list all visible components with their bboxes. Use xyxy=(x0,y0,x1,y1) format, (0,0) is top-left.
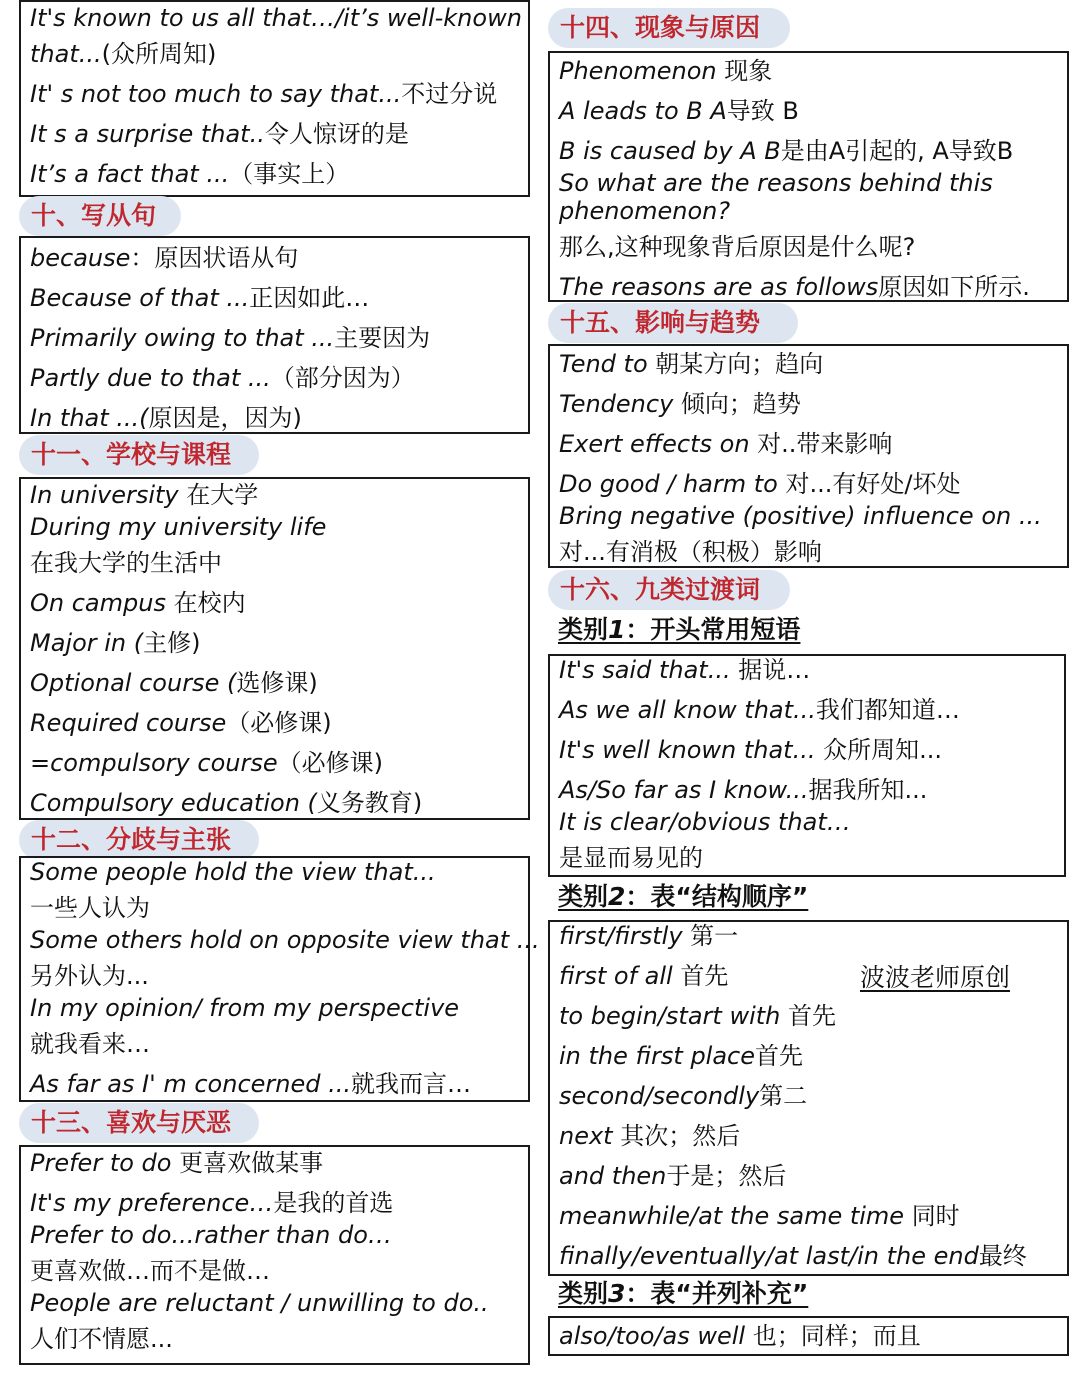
phrase-chinese: 主修) xyxy=(143,629,201,657)
phrase-chinese: 对..带来影响 xyxy=(757,430,893,458)
phrase-line xyxy=(559,470,960,498)
phrase-line xyxy=(30,709,332,737)
section-header-13: 十三、喜欢与厌恶 xyxy=(19,1103,259,1143)
phrase-english: finally/eventually/at last/in the end xyxy=(559,1242,979,1270)
phrase-line xyxy=(559,197,730,225)
phrase-english: in the first place xyxy=(559,1042,756,1070)
phrase-chinese: 第一 xyxy=(690,922,739,950)
phrase-english: It's my preference… xyxy=(30,1189,274,1217)
phrase-line xyxy=(30,364,415,392)
phrase-line xyxy=(30,589,246,617)
section-header-15: 十五、影响与趋势 xyxy=(548,303,798,343)
phrase-chinese: 其次；然后 xyxy=(620,1122,741,1150)
phrase-line xyxy=(30,858,436,886)
section-header-14: 十四、现象与原因 xyxy=(548,8,790,48)
author-watermark: 波波老师原创 xyxy=(860,963,1011,992)
phrase-line xyxy=(559,696,960,724)
phrase-chinese: 不过分说 xyxy=(401,80,498,108)
phrase-english: Exert effects on xyxy=(559,430,758,458)
phrase-line xyxy=(559,538,822,566)
phrase-english: Bring negative (positive) influence on ... xyxy=(559,502,1042,530)
phrase-english: On campus xyxy=(30,589,174,617)
phrase-chinese: （事实上） xyxy=(229,160,350,188)
phrase-line xyxy=(30,80,497,108)
phrase-english: It's said that... xyxy=(559,656,739,684)
phrase-english: During my university life xyxy=(30,513,327,541)
phrase-line xyxy=(30,324,430,352)
phrase-english: It’s a fact that ... xyxy=(30,160,230,188)
phrase-chinese: 众所周知... xyxy=(823,736,942,764)
phrase-line xyxy=(559,350,823,378)
phrase-line xyxy=(559,736,942,764)
phrase-box-views xyxy=(19,856,540,1102)
phrase-english: Tend to xyxy=(559,350,656,378)
phrase-box-openers xyxy=(548,654,1066,877)
phrase-english: As/So far as I know... xyxy=(559,776,809,804)
phrase-chinese: 倾向；趋势 xyxy=(680,390,801,418)
phrase-chinese: 朝某方向；趋向 xyxy=(655,350,824,378)
phrase-chinese: 首先 xyxy=(680,962,729,990)
phrase-line xyxy=(30,926,540,954)
phrase-english: next xyxy=(559,1122,621,1150)
phrase-chinese: 主要因为 xyxy=(334,324,431,352)
category-1-title: 类别1：开头常用短语 xyxy=(558,615,801,644)
phrase-chinese: 导致 B xyxy=(726,97,799,125)
phrase-english: In university xyxy=(30,481,187,509)
phrase-english: Compulsory education ( xyxy=(30,789,317,817)
phrase-chinese: 在大学 xyxy=(186,481,259,509)
phrase-line xyxy=(559,844,703,872)
phrase-line xyxy=(30,1221,392,1249)
phrase-english: People are reluctant / unwilling to do.. xyxy=(30,1289,489,1317)
phrase-chinese: 原因如下所示. xyxy=(878,273,1030,301)
phrase-english: Because of that ... xyxy=(30,284,250,312)
phrase-english: first of all xyxy=(559,962,681,990)
section-header-12: 十二、分歧与主张 xyxy=(19,820,259,860)
phrase-english: Some others hold on opposite view that ... xyxy=(30,926,540,954)
section-header-16: 十六、九类过渡词 xyxy=(548,570,790,610)
phrase-line xyxy=(559,1122,740,1150)
phrase-chinese: 据说… xyxy=(738,656,811,684)
phrase-english: As we all know that... xyxy=(559,696,816,724)
phrase-line xyxy=(30,1289,489,1317)
phrase-line xyxy=(559,1002,836,1030)
phrase-box-preferences xyxy=(19,1145,530,1365)
phrase-chinese: 在我大学的生活中 xyxy=(30,549,222,577)
phrase-english: It' s not too much to say that... xyxy=(30,80,402,108)
category-3-title: 类别3：表“并列补充” xyxy=(558,1279,809,1308)
phrase-chinese: 另外认为... xyxy=(30,962,149,990)
phrase-line xyxy=(559,502,1042,530)
phrase-english: It's well known that... xyxy=(559,736,824,764)
phrase-english: and then xyxy=(559,1162,667,1190)
phrase-english: Tendency xyxy=(559,390,681,418)
phrase-line xyxy=(559,273,1030,301)
phrase-line xyxy=(559,1202,960,1230)
phrase-line xyxy=(559,1162,786,1190)
phrase-chinese: 也；同样；而且 xyxy=(752,1322,921,1350)
phrase-chinese: 是由A引起的, A导致B xyxy=(780,137,1014,165)
phrase-line xyxy=(30,894,150,922)
phrase-chinese: 首先 xyxy=(788,1002,836,1030)
phrase-english: As far as I' m concerned ... xyxy=(30,1070,351,1098)
phrase-chinese: 对...有好处/坏处 xyxy=(785,470,961,498)
phrase-chinese: 义务教育) xyxy=(316,789,423,817)
phrase-chinese: 最终 xyxy=(978,1242,1027,1270)
phrase-line xyxy=(559,137,1013,165)
phrase-line xyxy=(30,160,349,188)
phrase-chinese: 第二 xyxy=(759,1082,808,1110)
phrase-english: because xyxy=(30,244,131,272)
phrase-line xyxy=(30,481,258,509)
phrase-chinese: （必修课) xyxy=(277,749,383,777)
phrase-chinese: 首先 xyxy=(755,1042,804,1070)
phrase-chinese: 原因是，因为) xyxy=(148,404,302,432)
phrase-english: It's known to us all that…/it’s well-known xyxy=(30,4,522,32)
phrase-line xyxy=(559,1242,1027,1270)
phrase-line xyxy=(30,1189,393,1217)
phrase-chinese: 在校内 xyxy=(173,589,246,617)
phrase-english: first/firstly xyxy=(559,922,691,950)
phrase-box-influence xyxy=(548,344,1069,568)
phrase-line xyxy=(559,97,799,125)
phrase-chinese: 是显而易见的 xyxy=(559,844,703,872)
phrase-line xyxy=(559,233,915,261)
phrase-chinese: 那么,这种现象背后原因是什么呢? xyxy=(559,233,916,261)
phrase-chinese: (众所周知) xyxy=(101,40,217,68)
phrase-english: Optional course ( xyxy=(30,669,237,697)
phrase-line xyxy=(559,57,772,85)
phrase-english: second/secondly xyxy=(559,1082,760,1110)
phrase-english: In that ...( xyxy=(30,404,149,432)
phrase-line xyxy=(559,656,810,684)
phrase-line xyxy=(559,430,892,458)
phrase-english: It is clear/obvious that… xyxy=(559,808,851,836)
phrase-line xyxy=(30,513,326,541)
phrase-english: The reasons are as follows xyxy=(559,273,879,301)
phrase-line xyxy=(559,390,801,418)
phrase-line xyxy=(30,962,149,990)
phrase-chinese: （部分因为） xyxy=(270,364,415,392)
phrase-chinese: 是我的首选 xyxy=(273,1189,394,1217)
phrase-english: to begin/start with xyxy=(559,1002,788,1030)
phrase-english: So what are the reasons behind this xyxy=(559,169,993,197)
phrase-line xyxy=(30,40,216,68)
phrase-line xyxy=(30,994,459,1022)
phrase-line xyxy=(30,120,409,148)
phrase-line xyxy=(30,669,318,697)
phrase-line xyxy=(30,1325,173,1353)
phrase-english: Prefer to do...rather than do… xyxy=(30,1221,392,1249)
phrase-english: Partly due to that ... xyxy=(30,364,271,392)
phrase-line xyxy=(559,1042,803,1070)
phrase-chinese: ：原因状语从句 xyxy=(130,244,299,272)
phrase-chinese: （必修课) xyxy=(226,709,332,737)
phrase-chinese: 人们不情愿... xyxy=(30,1325,173,1353)
phrase-english: also/too/as well xyxy=(559,1322,753,1350)
phrase-english: Primarily owing to that ... xyxy=(30,324,335,352)
phrase-english: Major in ( xyxy=(30,629,144,657)
phrase-chinese: 就我而言… xyxy=(351,1070,471,1098)
phrase-box-addition xyxy=(548,1316,1069,1356)
phrase-english: that... xyxy=(30,40,102,68)
phrase-english: Some people hold the view that... xyxy=(30,858,436,886)
phrase-chinese: 选修课) xyxy=(236,669,318,697)
phrase-chinese: 就我看来… xyxy=(30,1030,150,1058)
phrase-english: Required course xyxy=(30,709,227,737)
phrase-english: =compulsory course xyxy=(30,749,278,777)
phrase-chinese: 对...有消极（积极）影响 xyxy=(559,538,822,566)
section-header-10: 十、写从句 xyxy=(19,196,181,236)
phrase-line xyxy=(30,1030,150,1058)
phrase-box-phenomenon xyxy=(548,51,1069,302)
phrase-line xyxy=(30,629,201,657)
phrase-english: Prefer to do xyxy=(30,1149,180,1177)
phrase-box-school xyxy=(19,477,530,820)
phrase-line xyxy=(559,1082,807,1110)
phrase-english: meanwhile/at the same time xyxy=(559,1202,912,1230)
phrase-chinese: 更喜欢做…而不是做… xyxy=(30,1257,270,1285)
phrase-english: A leads to B A xyxy=(559,97,727,125)
phrase-english: Phenomenon xyxy=(559,57,725,85)
phrase-line xyxy=(30,244,298,272)
phrase-chinese: 令人惊讶的是 xyxy=(264,120,409,148)
phrase-line xyxy=(30,1149,323,1177)
phrase-line xyxy=(30,549,222,577)
phrase-english: Do good / harm to xyxy=(559,470,786,498)
phrase-chinese: 正因如此… xyxy=(249,284,370,312)
phrase-english: phenomenon? xyxy=(559,197,731,225)
phrase-box-well-known xyxy=(19,0,530,197)
phrase-chinese: 现象 xyxy=(724,57,773,85)
phrase-line xyxy=(30,284,369,312)
phrase-english: B is caused by A B xyxy=(559,137,781,165)
phrase-box-clauses xyxy=(19,236,530,434)
phrase-chinese: 同时 xyxy=(911,1202,960,1230)
phrase-english: It s a surprise that.. xyxy=(30,120,265,148)
phrase-line xyxy=(559,808,851,836)
phrase-line xyxy=(559,962,728,990)
phrase-chinese: 一些人认为 xyxy=(30,894,150,922)
phrase-english: In my opinion/ from my perspective xyxy=(30,994,460,1022)
phrase-line xyxy=(30,1257,270,1285)
phrase-line xyxy=(30,1070,471,1098)
phrase-line xyxy=(30,789,422,817)
phrase-line xyxy=(559,776,927,804)
phrase-line xyxy=(559,169,993,197)
phrase-line xyxy=(30,404,302,432)
phrase-chinese: 我们都知道… xyxy=(815,696,960,724)
phrase-line xyxy=(559,922,738,950)
phrase-line xyxy=(30,4,522,32)
phrase-chinese: 于是；然后 xyxy=(666,1162,787,1190)
category-2-title: 类别2：表“结构顺序” xyxy=(558,882,809,911)
phrase-chinese: 更喜欢做某事 xyxy=(179,1149,324,1177)
section-header-11: 十一、学校与课程 xyxy=(19,435,259,475)
phrase-line xyxy=(30,749,383,777)
phrase-chinese: 据我所知... xyxy=(808,776,928,804)
phrase-line xyxy=(559,1322,921,1350)
